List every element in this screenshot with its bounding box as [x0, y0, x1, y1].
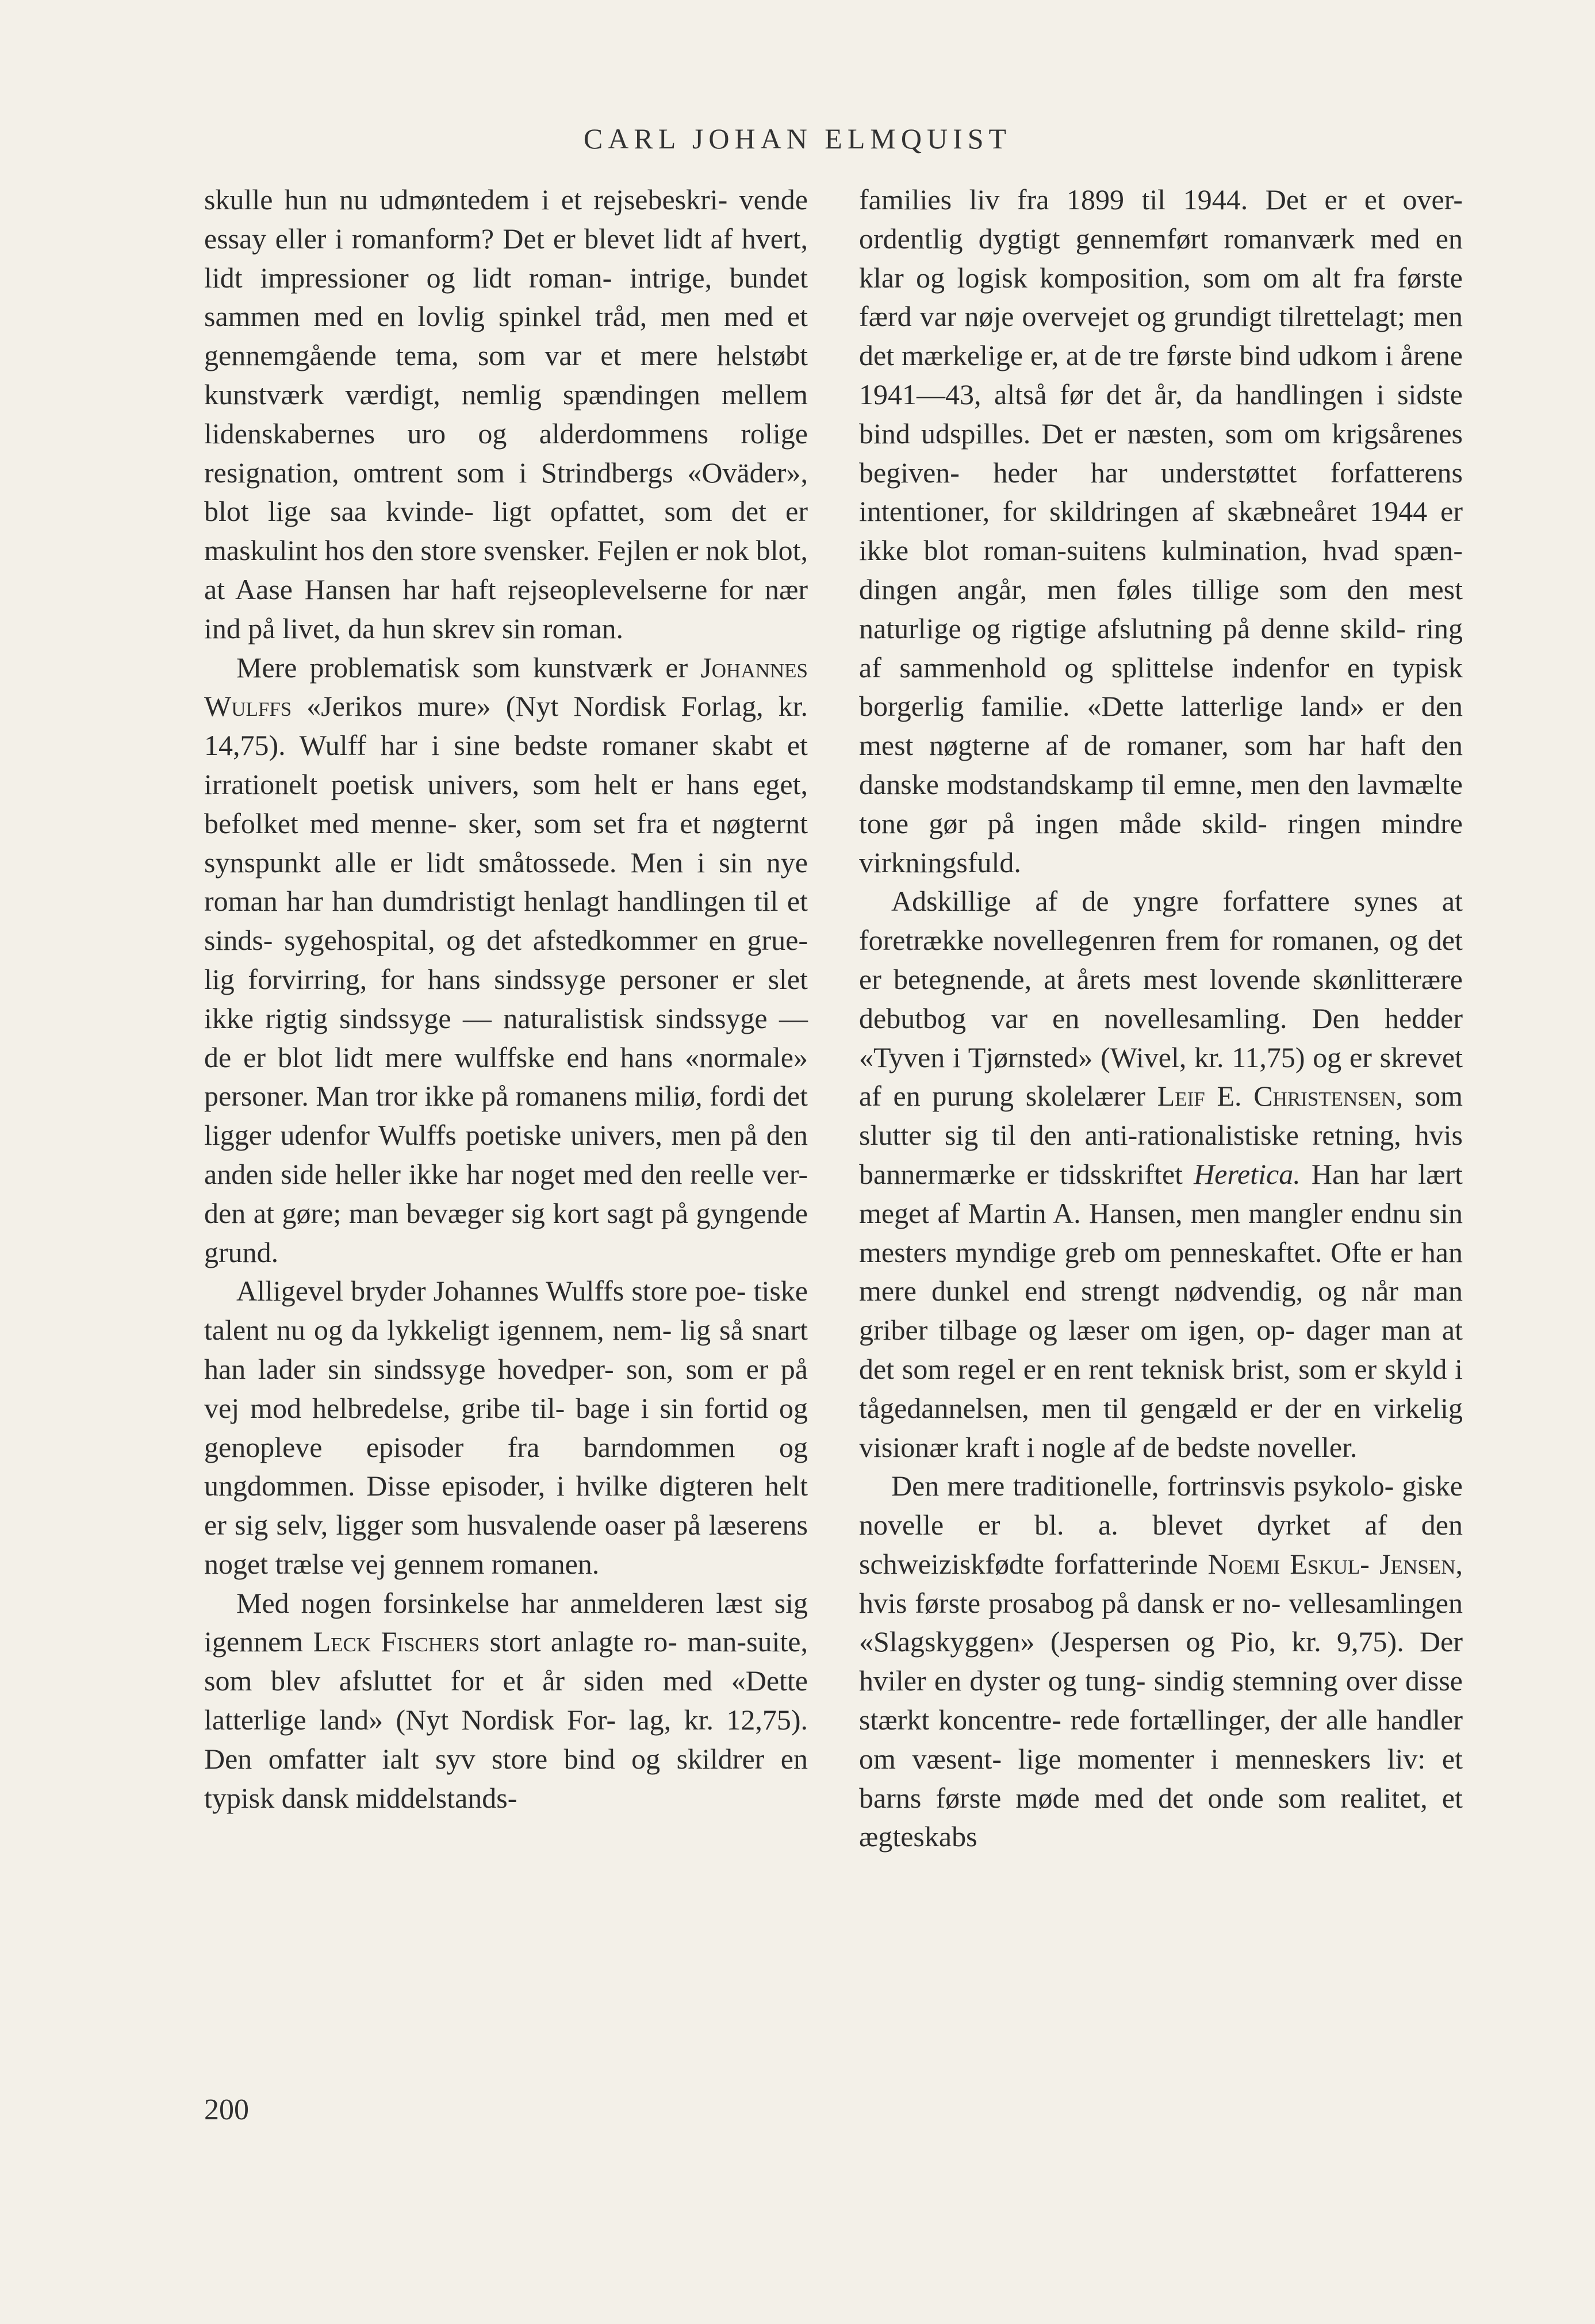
- right-column: [859, 181, 1463, 1857]
- journal-title: Heretica.: [1194, 1157, 1301, 1190]
- author-name: Leck Fischers: [313, 1625, 480, 1658]
- paragraph-text: Mere problematisk som kunstværk er: [236, 651, 701, 684]
- left-column: [204, 181, 808, 1817]
- paragraph: skulle hun nu udmøntedem i et rejsebeskri- vende essay eller i romanform? Det er blevet lidt af hvert, lidt impressioner og lidt roman- intrige, bundet sammen med en lovlig spinkel tråd, men med et gennemgående tema, som var et mere helstøbt kunstværk værdigt, nemlig spændingen mellem lidenskabernes uro og alderdommens rolige resignation, omtrent som i Strindbergs «Oväder», blot lige saa kvinde- ligt opfattet, som det er maskulint hos den store svensker. Fejlen er nok blot, at Aase Hansen har haft rejseoplevelserne for nær ind på livet, da hun skrev sin roman.: [204, 183, 808, 645]
- paragraph: [204, 649, 808, 1272]
- paragraph-text: , som slutter sig til den anti-rationalistiske retning, hvis bannermærke er tidsskriftet: [859, 1080, 1463, 1190]
- paragraph-text: Den mere traditionelle, fortrinsvis psykolo- giske novelle er bl. a. blevet dyrket af den schweiziskfødte forfatterinde: [859, 1470, 1463, 1580]
- running-head: CARL JOHAN ELMQUIST: [583, 122, 1012, 155]
- paragraph-text: stort anlagte ro- man-suite, som blev afsluttet for et år siden med «Dette latterlige land» (Nyt Nordisk For- lag, kr. 12,75). Den omfatter ialt syv store bind og skildrer en typisk dansk middelstands-: [204, 1625, 808, 1814]
- author-name: Noemi Eskul- Jensen: [1207, 1547, 1456, 1580]
- paragraph-text: Adskillige af de yngre forfattere synes at foretrække novellegenren frem for romanen, og det er betegnende, at årets mest lovende skønlitterære debutbog var en novellesamling. Den hedder «Tyven i Tjørnsted» (Wivel, kr. 11,75) og er skrevet af en purung skolelærer: [859, 885, 1463, 1113]
- paragraph-text: , hvis første prosabog på dansk er no- vellesamlingen «Slagskyggen» (Jespersen og Pio, kr. 9,75). Der hviler en dyster og tung- sindig stemning over disse stærkt koncentre- rede fortællinger, der alle handler om væsent- lige momenter i menneskers liv: et barns første møde med det onde som realitet, et ægteskabs: [859, 1547, 1463, 1853]
- author-name: Leif E. Christensen: [1157, 1080, 1396, 1113]
- paragraph-text: Han har lært meget af Martin A. Hansen, men mangler endnu sin mesters myndige greb om penneskaftet. Ofte er han mere dunkel end strengt nødvendig, og når man griber tilbage og læser om igen, op- dager man at det som regel er en rent teknisk brist, som er skyld i tågedannelsen, men til gengæld er der en virkelig visionær kraft i nogle af de bedste noveller.: [859, 1157, 1463, 1463]
- paragraph-text: «Jerikos mure» (Nyt Nordisk Forlag, kr. 14,75). Wulff har i sine bedste romaner skabt et irrationelt poetisk univers, som helt er hans eget, befolket med menne- sker, som set fra et nøgternt synspunkt alle er lidt småtossede. Men i sin nye roman har han dumdristigt henlagt handlingen til et sinds- sygehospital, og det afstedkommer en grue- lig forvirring, for hans sindssyge personer er slet ikke rigtig sindssyge — naturalistisk sindssyge — de er blot lidt mere wulffske end hans «normale» personer. Man tror ikke på romanens miliø, fordi det ligger udenfor Wulffs poetiske univers, men på den anden side heller ikke har noget med den reelle ver- den at gøre; man bevæger sig kort sagt på gyngende grund.: [204, 690, 808, 1268]
- paragraph: [204, 1584, 808, 1818]
- paragraph: [859, 1467, 1463, 1857]
- author-name: Johannes Wulffs: [204, 651, 808, 723]
- paragraph-text: Med nogen forsinkelse har anmelderen læst sig igennem: [204, 1586, 808, 1658]
- page-number: 200: [204, 2093, 249, 2126]
- paragraph: families liv fra 1899 til 1944. Det er et over- ordentlig dygtigt gennemført romanværk med en klar og logisk komposition, som om alt fra første færd var nøje overvejet og grundigt tilrettelagt; men det mærkelige er, at de tre første bind udkom i årene 1941—43, altså før det år, da handlingen i sidste bind udspilles. Det er næsten, som om krigsårenes begiven- heder har understøttet forfatterens intentioner, for skildringen af skæbneåret 1944 er ikke blot roman-suitens kulmination, hvad spæn- dingen angår, men føles tillige som den mest naturlige og rigtige afslutning på denne skild- ring af sammenhold og splittelse indenfor en typisk borgerlig familie. «Dette latterlige land» er den mest nøgterne af de romaner, som har haft den danske modstandskamp til emne, men den lavmælte tone gør på ingen måde skild- ringen mindre virkningsfuld.: [859, 183, 1463, 879]
- paragraph: [859, 882, 1463, 1467]
- paragraph: Alligevel bryder Johannes Wulffs store poe- tiske talent nu og da lykkeligt igennem, nem- lig så snart han lader sin sindssyge hovedper- son, som er på vej mod helbredelse, gribe til- bage i sin fortid og genopleve episoder fra barndommen og ungdommen. Disse episoder, i hvilke digteren helt er sig selv, ligger som husvalende oaser på læserens noget trælse vej gennem romanen.: [204, 1275, 808, 1580]
